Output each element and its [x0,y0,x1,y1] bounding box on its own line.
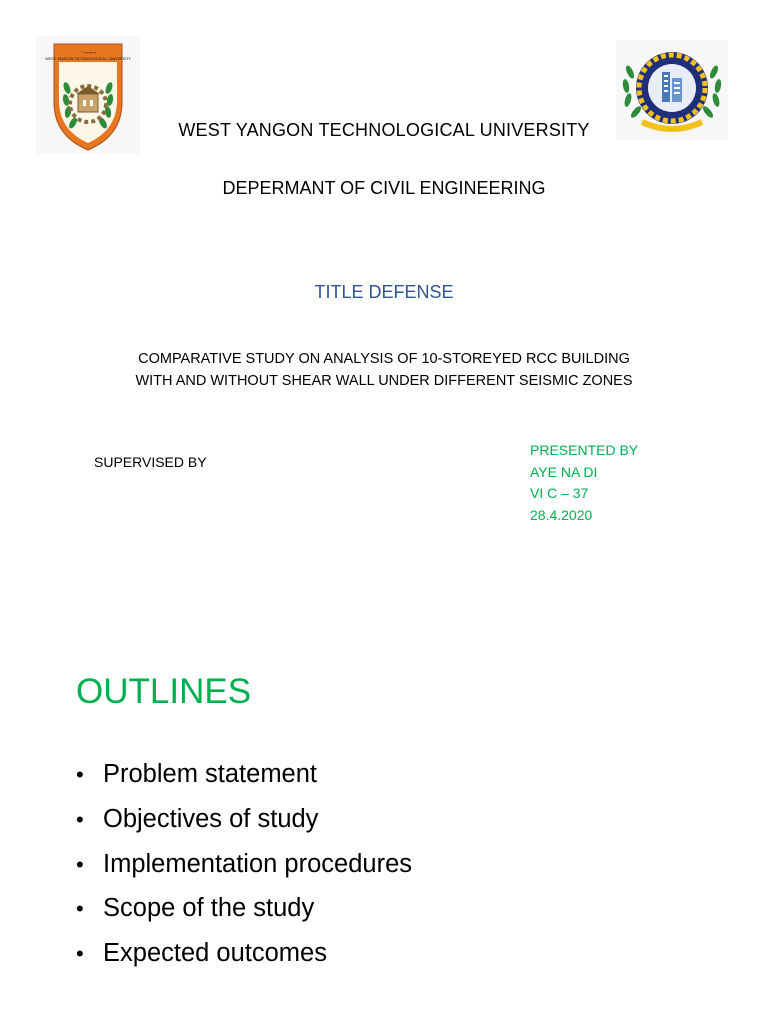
list-item-label: Scope of the study [103,894,315,923]
presented-by-label: PRESENTED BY [530,442,639,458]
presenter-roll-number: VI C – 37 [530,485,589,501]
supervised-by-label: SUPERVISED BY [94,454,207,470]
bullet-icon: • [76,851,84,877]
outlines-title: OUTLINES [76,672,252,711]
svg-text:WEST YANGON TECHNOLOGICAL UNIV: WEST YANGON TECHNOLOGICAL UNIVERSITY [45,56,131,61]
list-item [76,931,412,976]
svg-text:· · ·: · · · [669,128,675,132]
bullet-icon: • [76,896,84,922]
list-item-label: Implementation procedures [103,849,413,878]
bullet-icon: • [76,762,84,787]
list-item-label: Problem statement [103,760,318,788]
presenter-info [530,440,638,526]
list-item-label: Objectives of study [103,804,319,833]
presentation-date: 28.4.2020 [530,506,593,523]
list-item [76,752,412,797]
bullet-icon: • [76,941,84,967]
svg-text:ꩻꩻꩻꩻꩻꩻꩻꩻꩻꩻ: ꩻꩻꩻꩻꩻꩻꩻꩻꩻꩻ [80,49,96,55]
list-item [76,797,412,842]
title-defense-heading: TITLE DEFENSE [314,282,454,302]
list-item [76,886,412,931]
department-name: DEPERMANT OF CIVIL ENGINEERING [222,178,546,198]
outlines-slide [0,620,768,1024]
outline-list [76,752,412,976]
study-title [0,348,768,392]
list-item [76,842,412,887]
bullet-icon: • [76,806,84,832]
study-title-line: WITH AND WITHOUT SHEAR WALL UNDER DIFFERENT SEISMIC ZONES [135,373,633,389]
list-item-label: Expected outcomes [103,939,327,968]
study-title-line: COMPARATIVE STUDY ON ANALYSIS OF 10-STOREYED RCC BUILDING [138,351,630,367]
university-name: WEST YANGON TECHNOLOGICAL UNIVERSITY [178,120,590,140]
presenter-name: AYE NA DI [530,463,598,480]
